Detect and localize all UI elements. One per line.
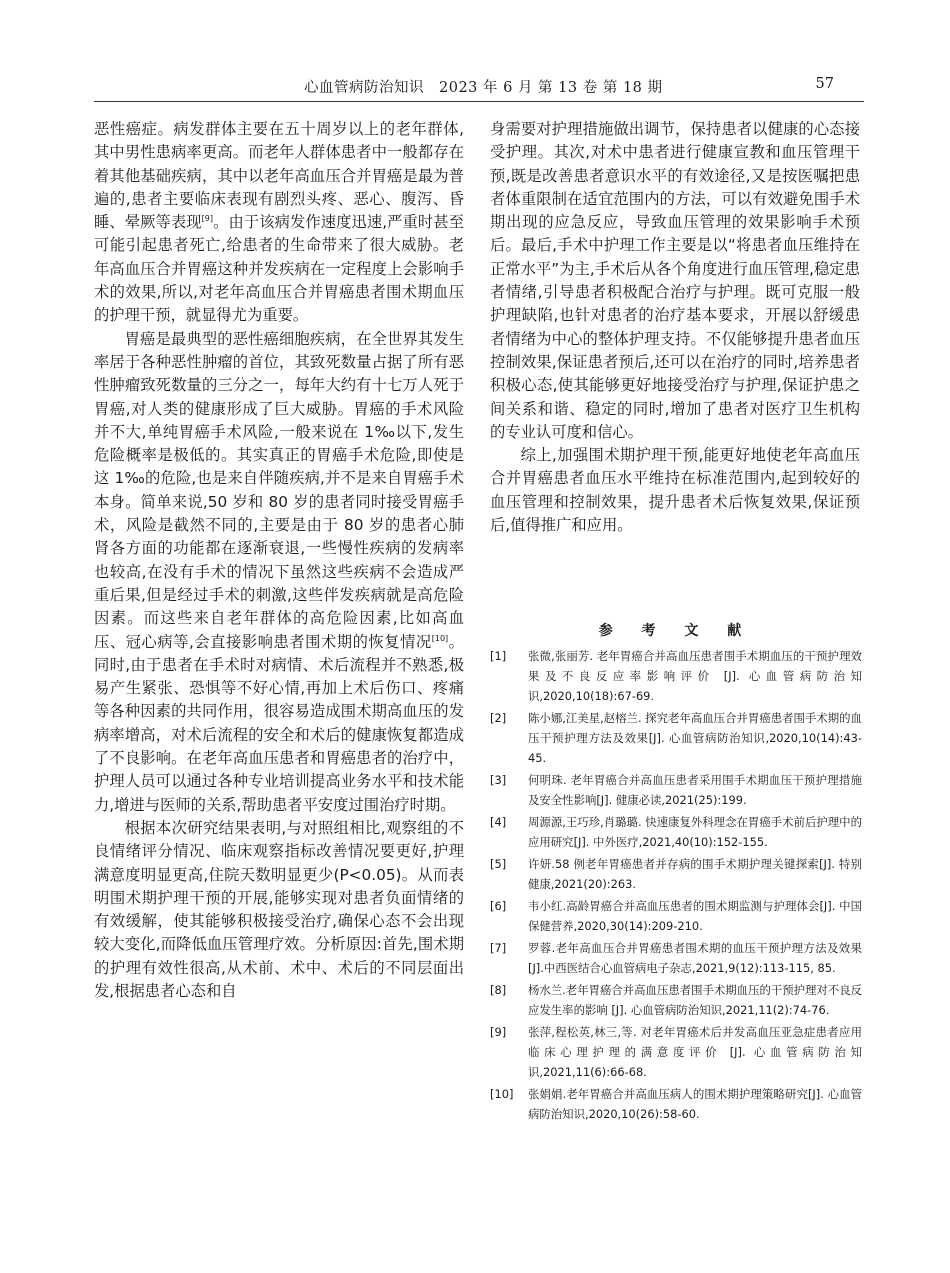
reference-number: [3] (490, 773, 507, 787)
left-column (94, 118, 464, 1003)
reference-number: [8] (490, 983, 507, 997)
reference-number: [2] (490, 711, 507, 725)
reference-text: 许妍.58 例老年胃癌患者并存病的围手术期护理关键探索[J]. 特别健康,2021(20):263. (528, 857, 862, 891)
reference-item (490, 1022, 862, 1082)
reference-item (490, 646, 862, 706)
reference-item (490, 896, 862, 936)
reference-text: 张萍,程松英,林三,等. 对老年胃癌术后并发高血压亚急症患者应用临床心理护理的满意度评价 [J]. 心血管病防治知识,2021,11(6):66-68. (528, 1025, 862, 1079)
reference-item (490, 938, 862, 978)
reference-number: [4] (490, 815, 507, 829)
reference-item (490, 980, 862, 1020)
text-run: 胃癌是最典型的恶性癌细胞疾病，在全世界其发生率居于各种恶性肿瘤的首位，其致死数量占据了所有恶性肿瘤致死数量的三分之一，每年大约有十七万人死于胃癌,对人类的健康形成了巨大威胁。胃癌的手术风险并不大,单纯胃癌手术风险,一般来说在 1‰以下,发生危险概率是极低的。其实真正的胃癌手术危险,即使是这 1‰的危险,也是来自伴随疾病,并不是来自胃癌手术本身。简单来说,50 岁和 80 岁的患者同时接受胃癌手术，风险是截然不同的,主要是由于 80 岁的患者心肺肾各方面的功能都在逐渐衰退,一些慢性疾病的发病率也较高,在没有手术的情况下虽然这些疾病不会造成严重后果,但是经过手术的刺激,这些伴发疾病就是高危险因素。而这些来自老年群体的高危险因素,比如高血压、冠心病等,会直接影响患者围术期的恢复情况 (94, 329, 464, 651)
reference-item (490, 708, 862, 768)
text-run: 。同时,由于患者在手术时对病情、术后流程并不熟悉,极易产生紧张、恐惧等不好心情,再加上术后伤口、疼痛等各种因素的共同作用，很容易造成围术期高血压的发病率增高，对术后流程的安全和术后的健康恢复都造成了不良影响。在老年高血压患者和胃癌患者的治疗中，护理人员可以通过各种专业培训提高业务水平和技术能力,增进与医师的关系,帮助患者平安度过围治疗时期。 (94, 632, 464, 814)
reference-number: [7] (490, 941, 507, 955)
reference-item (490, 1084, 862, 1124)
reference-text: 张娟娟.老年胃癌合并高血压病人的围术期护理策略研究[J]. 心血管病防治知识,2020,10(26):58-60. (528, 1087, 862, 1121)
reference-text: 张微,张丽芳. 老年胃癌合并高血压患者围手术期血压的干预护理效果及不良反应率影响评价 [J]. 心血管病防治知识,2020,10(18):67-69. (528, 649, 862, 703)
reference-number: [1] (490, 649, 507, 663)
paragraph-conclusion: 综上,加强围术期护理干预,能更好地使老年高血压合并胃癌患者血压水平维持在标准范围内,起到较好的血压管理和控制效果，提升患者术后恢复效果,保证预后,值得推广和应用。 (490, 446, 860, 535)
header-rule (94, 101, 864, 102)
paragraph-results: 根据本次研究结果表明,与对照组相比,观察组的不良情绪评分情况、临床观察指标改善情况要更好,护理满意度明显更高,住院天数明显更少(P<0.05)。从而表明围术期护理干预的开展,能够实现对患者负面情绪的有效缓解，使其能够积极接受治疗,确保心态不会出现较大变化,而降低血压管理疗效。分析原因:首先,围术期的护理有效性很高,从术前、术中、术后的不同层面出发,根据患者心态和自 (94, 818, 464, 1000)
right-column (490, 118, 860, 537)
reference-text: 周源源,王巧珍,肖璐璐. 快速康复外科理念在胃癌手术前后护理中的应用研究[J]. 中外医疗,2021,40(10):152-155. (528, 815, 862, 849)
reference-item (490, 770, 862, 810)
text-run: 恶性癌症。病发群体主要在五十周岁以上的老年群体,其中男性患病率更高。而老年人群体患者中一般都存在着其他基础疾病，其中以老年高血压合并胃癌是最为普遍的,患者主要临床表现有剧烈头疼、恶心、腹泻、昏睡、晕厥等表现 (94, 120, 464, 232)
reference-number: [9] (490, 1025, 507, 1039)
reference-text: 何明珠. 老年胃癌合并高血压患者采用围手术期血压干预护理措施及安全性影响[J]. 健康必读,2021(25):199. (528, 773, 862, 807)
citation-marker: [9] (201, 214, 213, 224)
running-header (94, 76, 864, 102)
reference-item (490, 854, 862, 894)
citation-marker: [10] (431, 633, 449, 643)
references-title: 参 考 文 献 (598, 623, 754, 639)
reference-number: [5] (490, 857, 507, 871)
references-section (490, 620, 862, 1126)
journal-issue-line: 心血管病防治知识 2023 年 6 月 第 13 卷 第 18 期 (304, 80, 663, 96)
reference-number: [10] (490, 1087, 514, 1101)
paragraph-continued (94, 118, 464, 328)
text-run: 。由于该病发作速度迅速,严重时甚至可能引起患者死亡,给患者的生命带来了很大威胁。老年高血压合并胃癌这种并发疾病在一定程度上会影响手术的效果,所以,对老年高血压合并胃癌患者围术期血压的护理干预，就显得尤为重要。 (94, 213, 464, 325)
reference-number: [6] (490, 899, 507, 913)
reference-text: 罗蓉.老年高血压合并胃癌患者围术期的血压干预护理方法及效果[J].中西医结合心血管病电子杂志,2021,9(12):113-115, 85. (528, 941, 862, 975)
reference-text: 陈小娜,江美星,赵榕兰. 探究老年高血压合并胃癌患者围手术期的血压干预护理方法及效果[J]. 心血管病防治知识,2020,10(14):43-45. (528, 711, 862, 765)
reference-text: 韦小红.高龄胃癌合并高血压患者的围术期监测与护理体会[J]. 中国保健营养,2020,30(14):209-210. (528, 899, 862, 933)
paragraph-gastric-cancer (94, 328, 464, 817)
reference-text: 杨水兰.老年胃癌合并高血压患者围手术期血压的干预护理对不良反应发生率的影响 [J]. 心血管病防治知识,2021,11(2):74-76. (528, 983, 862, 1017)
page-number: 57 (815, 76, 834, 92)
reference-item (490, 812, 862, 852)
paragraph-continued-right: 身需要对护理措施做出调节，保持患者以健康的心态接受护理。其次,对术中患者进行健康宣教和血压管理干预,既是改善患者意识水平的有效途径,又是按医嘱把患者体重限制在适宜范围内的方法，可以有效避免围手术期出现的应急反应，导致血压管理的效果影响手术预后。最后,手术中护理工作主要是以“将患者血压维持在正常水平”为主,手术后从各个角度进行血压管理,稳定患者情绪,引导患者积极配合治疗与护理。既可克服一般护理缺陷,也针对患者的治疗基本要求，开展以舒缓患者情绪为中心的整体护理支持。不仅能够提升患者血压控制效果,保证患者预后,还可以在治疗的同时,培养患者积极心态,使其能够更好地接受治疗与护理,保证护患之间关系和谐、稳定的同时,增加了患者对医疗卫生机构的专业认可度和信心。 (490, 120, 860, 441)
